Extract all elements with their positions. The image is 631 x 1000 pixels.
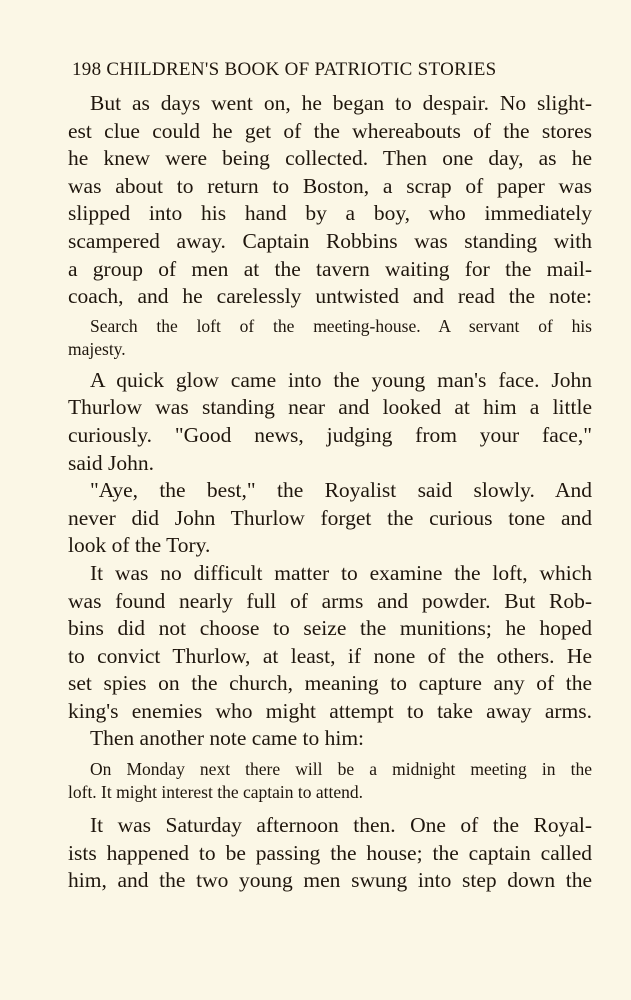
text-line: It was no difficult matter to examine the loft, which [90, 560, 592, 585]
note-line: loft. It might interest the captain to attend. [68, 782, 363, 803]
text-line: look of the Tory. [68, 533, 211, 558]
text-line: him, and the two young men swung into step down the [68, 868, 592, 893]
page-number: 198 [72, 59, 102, 80]
text-line: coach, and he carelessly untwisted and read the note: [68, 284, 592, 309]
text-line: ists happened to be passing the house; the captain called [68, 840, 592, 865]
text-line: bins did not choose to seize the munitions; he hoped [68, 616, 592, 641]
text-line: slipped into his hand by a boy, who immediately [68, 201, 592, 226]
text-line: A quick glow came into the young man's face. John [90, 367, 592, 392]
text-line: set spies on the church, meaning to capture any of the [68, 671, 592, 696]
text-line: est clue could he get of the whereabouts of the stores [68, 118, 592, 143]
paragraph [68, 560, 592, 726]
text-line: king's enemies who might attempt to take away arms. [68, 698, 592, 723]
text-line: was about to return to Boston, a scrap of paper was [68, 173, 592, 198]
text-line: curiously. "Good news, judging from your face," [68, 422, 592, 447]
text-line: never did John Thurlow forget the curious tone and [68, 505, 592, 530]
text-line: scampered away. Captain Robbins was standing with [68, 228, 592, 253]
page-body [68, 90, 592, 895]
paragraph [68, 90, 592, 311]
text-line: to convict Thurlow, at least, if none of the others. He [68, 643, 592, 668]
text-line: "Aye, the best," the Royalist said slowly. And [90, 478, 592, 503]
text-line: said John. [68, 450, 154, 475]
text-line: was found nearly full of arms and powder. But Rob- [68, 588, 592, 613]
paragraph [68, 477, 592, 560]
note-line: majesty. [68, 338, 126, 359]
paragraph [68, 725, 592, 753]
text-line: Then another note came to him: [90, 726, 365, 751]
quoted-note [68, 758, 592, 804]
quoted-note [68, 315, 592, 361]
text-line: he knew were being collected. Then one day, as he [68, 146, 592, 171]
text-line: But as days went on, he began to despair. No slight- [90, 91, 592, 115]
paragraph [68, 812, 592, 895]
note-line: Search the loft of the meeting-house. A servant of his [90, 315, 592, 336]
note-line: On Monday next there will be a midnight meeting in the [90, 759, 592, 780]
text-line: Thurlow was standing near and looked at him a little [68, 395, 592, 420]
running-header [72, 58, 556, 82]
running-title: CHILDREN'S BOOK OF PATRIOTIC STORIES [106, 59, 497, 80]
paragraph [68, 367, 592, 477]
text-line: It was Saturday afternoon then. One of the Royal- [90, 813, 592, 838]
text-line: a group of men at the tavern waiting for the mail- [68, 256, 592, 281]
